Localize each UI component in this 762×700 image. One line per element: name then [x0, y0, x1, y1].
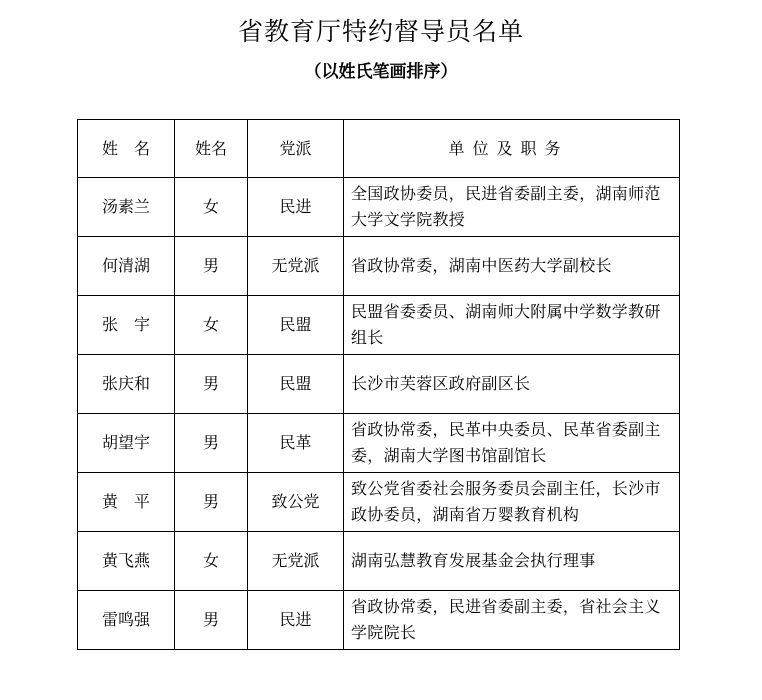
cell-name: 张庆和 [78, 355, 175, 414]
cell-position [344, 355, 680, 414]
position-text: 省政协常委，湖南中医药大学副校长 [351, 256, 612, 275]
table-row [78, 178, 680, 237]
position-text: 致公党省委社会服务委员会副主任，长沙市政协委员，湖南省万婴教育机构 [351, 479, 661, 524]
position-text: 全国政协委员，民进省委副主委，湖南师范大学文学院教授 [351, 184, 661, 229]
table-row [78, 296, 680, 355]
cell-party: 无党派 [248, 532, 344, 591]
cell-gender: 男 [175, 237, 248, 296]
position-text: 民盟省委委员、湖南师大附属中学数学教研组长 [351, 302, 661, 347]
cell-party: 致公党 [248, 473, 344, 532]
document-title: 省教育厅特约督导员名单 [237, 17, 524, 46]
cell-position [344, 532, 680, 591]
cell-gender: 女 [175, 178, 248, 237]
cell-position [344, 473, 680, 532]
cell-party: 民盟 [248, 296, 344, 355]
cell-position [344, 178, 680, 237]
cell-party: 无党派 [248, 237, 344, 296]
document-subtitle: （以姓氏笔画排序） [304, 62, 458, 82]
cell-name: 胡望宇 [78, 414, 175, 473]
cell-position [344, 237, 680, 296]
table-header-row [78, 120, 680, 178]
cell-name: 汤素兰 [78, 178, 175, 237]
cell-name: 黄 平 [78, 473, 175, 532]
cell-party: 民盟 [248, 355, 344, 414]
cell-position [344, 414, 680, 473]
position-text: 省政协常委，民进省委副主委，省社会主义学院院长 [351, 597, 661, 642]
table-row [78, 473, 680, 532]
header-name: 姓 名 [78, 120, 175, 178]
cell-party: 民进 [248, 178, 344, 237]
cell-party: 民进 [248, 591, 344, 650]
position-text: 省政协常委，民革中央委员、民革省委副主委，湖南大学图书馆副馆长 [351, 420, 661, 465]
cell-gender: 女 [175, 532, 248, 591]
cell-gender: 男 [175, 355, 248, 414]
table-row [78, 591, 680, 650]
cell-position [344, 296, 680, 355]
cell-gender: 男 [175, 591, 248, 650]
table-row [78, 355, 680, 414]
position-text: 湖南弘慧教育发展基金会执行理事 [351, 551, 596, 570]
cell-gender: 女 [175, 296, 248, 355]
cell-name: 黄飞燕 [78, 532, 175, 591]
cell-name: 张 宇 [78, 296, 175, 355]
header-party: 党派 [248, 120, 344, 178]
supervisor-table [77, 119, 680, 650]
cell-gender: 男 [175, 414, 248, 473]
table-row [78, 532, 680, 591]
table-row [78, 237, 680, 296]
cell-party: 民革 [248, 414, 344, 473]
cell-name: 雷鸣强 [78, 591, 175, 650]
cell-position [344, 591, 680, 650]
table-row [78, 414, 680, 473]
cell-gender: 男 [175, 473, 248, 532]
cell-name: 何清湖 [78, 237, 175, 296]
header-gender: 姓名 [175, 120, 248, 178]
position-text: 长沙市芙蓉区政府副区长 [351, 374, 531, 393]
header-position: 单位及职务 [344, 120, 680, 178]
